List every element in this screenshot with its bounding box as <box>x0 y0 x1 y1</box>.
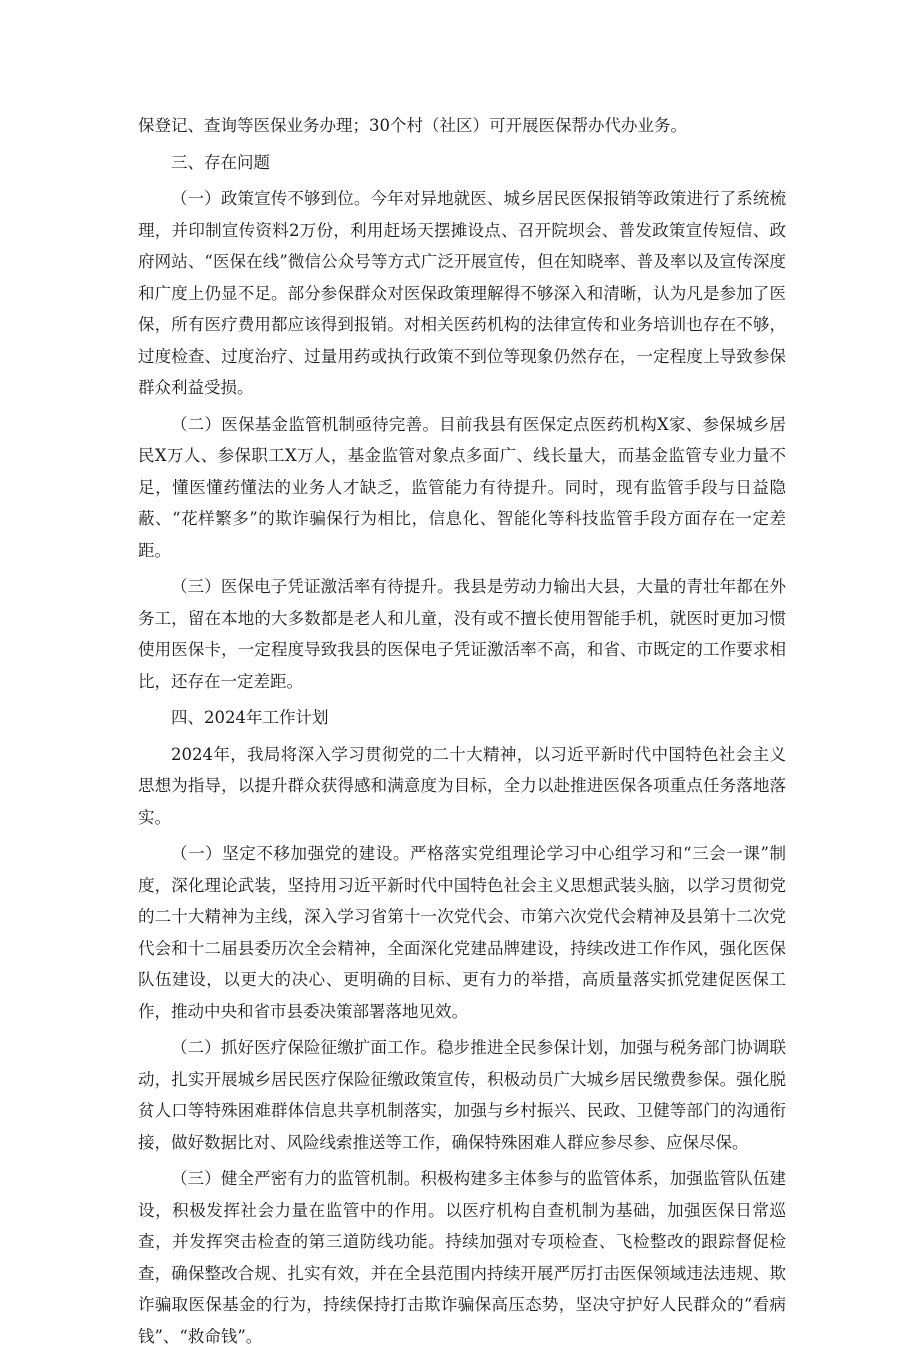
paragraph-supervision-mechanism: （三）健全严密有力的监管机制。积极构建多主体参与的监管体系，加强监管队伍建设，积极发挥社会力量在监管中的作用。以医疗机构自查机制为基础，加强医保日常巡查，并发挥突击检查的第三道防线功能。持续加强对专项检查、飞检整改的跟踪督促检查，确保整改合规、扎实有效，并在全县范围内持续开展严厉打击医保领域违法违规、欺诈骗取医保基金的行为，持续保持打击欺诈骗保高压态势，坚决守护好人民群众的“看病钱”、“救命钱”。 <box>138 1169 786 1346</box>
paragraph-policy-publicity: （一）政策宣传不够到位。今年对异地就医、城乡居民医保报销等政策进行了系统梳理，并印制宣传资料2万份，利用赶场天摆摊设点、召开院坝会、普发政策宣传短信、政府网站、“医保在线”微信公众号等方式广泛开展宣传，但在知晓率、普及率以及宣传深度和广度上仍显不足。部分参保群众对医保政策理解得不够深入和清晰，认为凡是参加了医保，所有医疗费用都应该得到报销。对相关医药机构的法律宣传和业务培训也存在不够，过度检查、过度治疗、过量用药或执行政策不到位等现象仍然存在，一定程度上导致参保群众利益受损。 <box>138 189 786 397</box>
paragraph-plan-intro: 2024年，我局将深入学习贯彻党的二十大精神，以习近平新时代中国特色社会主义思想为指导，以提升群众获得感和满意度为目标，全力以赴推进医保各项重点任务落地落实。 <box>138 744 786 827</box>
section-heading-plan: 四、2024年工作计划 <box>171 708 329 727</box>
paragraph-e-voucher: （三）医保电子凭证激活率有待提升。我县是劳动力输出大县，大量的青壮年都在外务工，留在本地的大多数都是老人和儿童，没有或不擅长使用智能手机，就医时更加习惯使用医保卡，一定程度导致我县的医保电子凭证激活率不高，和省、市既定的工作要求相比，还存在一定差距。 <box>138 577 786 691</box>
document-page <box>138 110 786 1357</box>
section-heading-problems: 三、存在问题 <box>171 152 270 172</box>
paragraph-fund-supervision: （二）医保基金监管机制亟待完善。目前我县有医保定点医药机构X家、参保城乡居民X万人、参保职工X万人，基金监管对象点多面广、线长量大，而基金监管专业力量不足，懂医懂药懂法的业务人才缺乏，监管能力有待提升。同时，现有监管手段与日益隐蔽、“花样繁多”的欺诈骗保行为相比，信息化、智能化等科技监管手段方面存在一定差距。 <box>138 414 786 560</box>
paragraph-collection: （二）抓好医疗保险征缴扩面工作。稳步推进全民参保计划，加强与税务部门协调联动，扎实开展城乡居民医疗保险征缴政策宣传，积极动员广大城乡居民缴费参保。强化脱贫人口等特殊困难群体信息共享机制落实，加强与乡村振兴、民政、卫健等部门的沟通衔接，做好数据比对、风险线索推送等工作，确保特殊困难人群应参尽参、应保尽保。 <box>138 1038 786 1152</box>
paragraph-continued: 保登记、查询等医保业务办理；30个村（社区）可开展医保帮办代办业务。 <box>138 116 687 135</box>
paragraph-party-building: （一）坚定不移加强党的建设。严格落实党组理论学习中心组学习和“三会一课”制度，深化理论武装，坚持用习近平新时代中国特色社会主义思想武装头脑，以学习贯彻党的二十大精神为主线，深入学习省第十一次党代会、市第六次党代会精神及县第十二次党代会和十二届县委历次全会精神，全面深化党建品牌建设，持续改进工作作风，强化医保队伍建设，以更大的决心、更明确的目标、更有力的举措，高质量落实抓党建促医保工作，推动中央和省市县委决策部署落地见效。 <box>138 844 786 1021</box>
